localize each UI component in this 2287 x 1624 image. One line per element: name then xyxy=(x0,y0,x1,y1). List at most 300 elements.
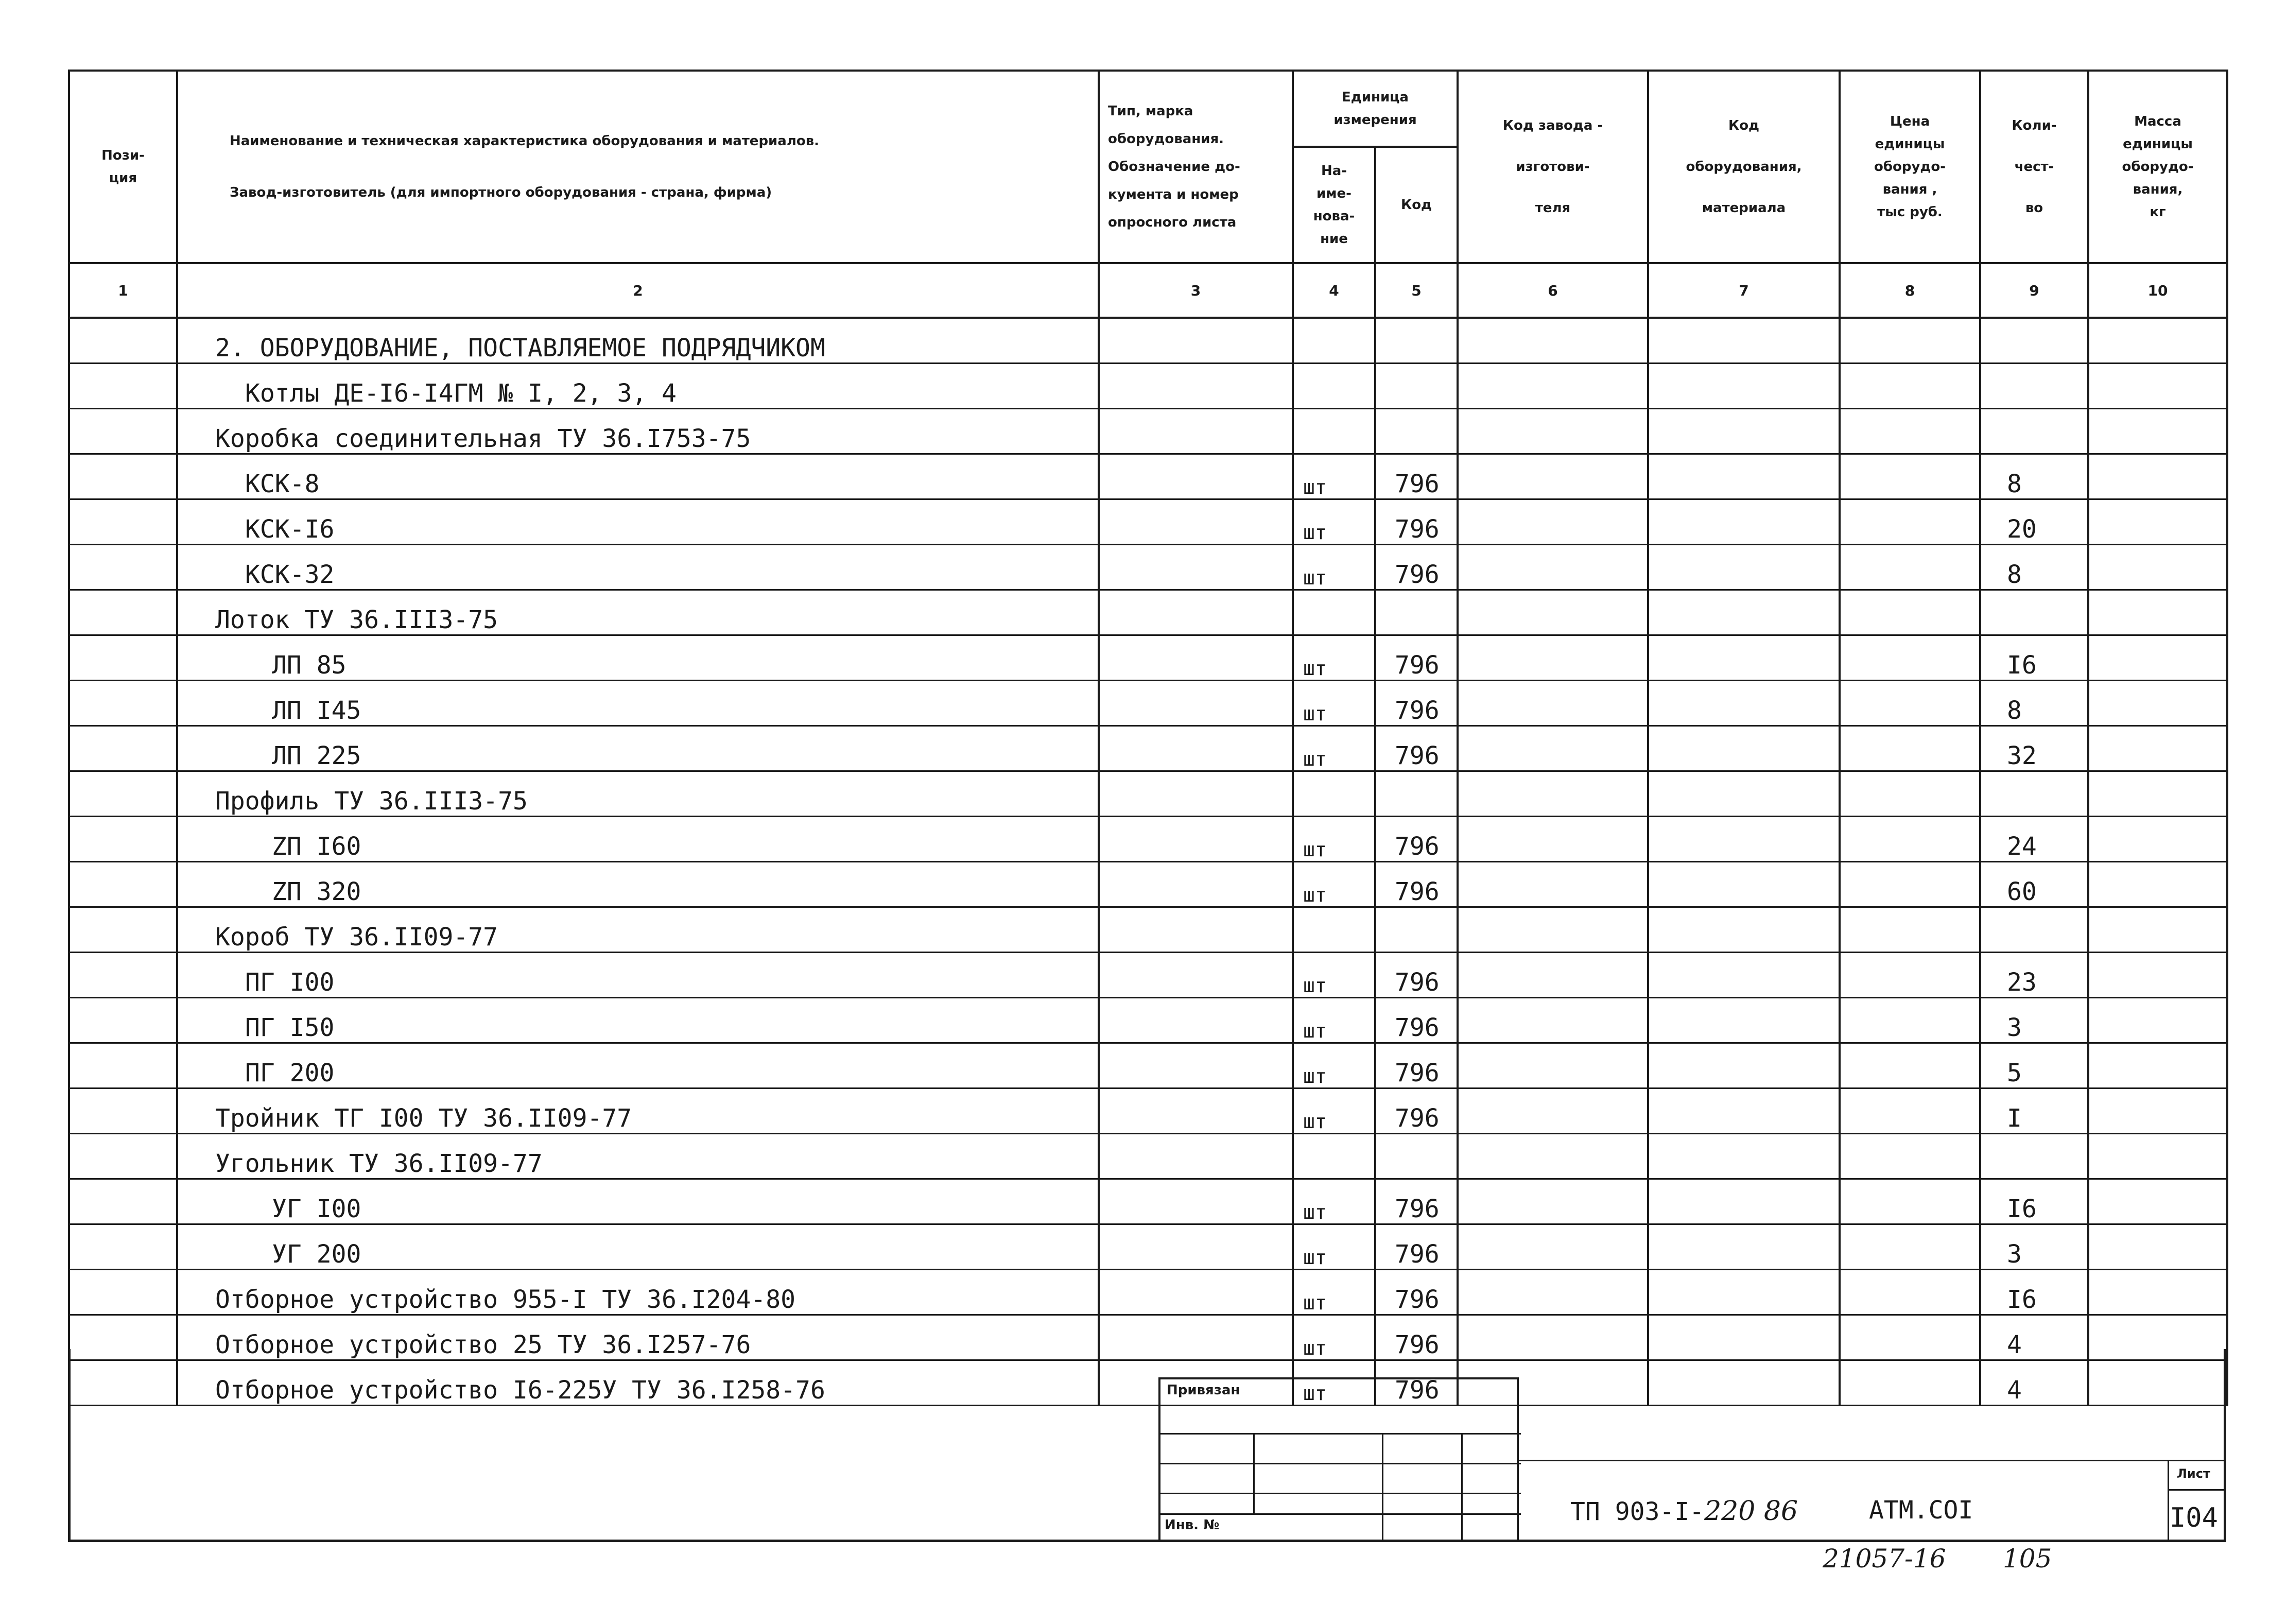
sheet-number-divider xyxy=(2168,1460,2169,1542)
mass-cell xyxy=(2088,681,2227,726)
manufacturer-code-cell xyxy=(1458,318,1648,364)
price-cell xyxy=(1840,1179,1980,1224)
manufacturer-code-cell xyxy=(1458,862,1648,907)
table-row xyxy=(69,681,2227,726)
table-row xyxy=(69,862,2227,907)
table-row xyxy=(69,364,2227,409)
unit-name-cell xyxy=(1293,590,1375,635)
price-cell xyxy=(1840,771,1980,817)
equipment-code-cell xyxy=(1648,454,1840,499)
inventory-label: Инв. № xyxy=(1165,1517,1220,1533)
unit-code-cell xyxy=(1375,409,1458,454)
position-cell xyxy=(69,590,177,635)
unit-code-cell: 796 xyxy=(1375,1179,1458,1224)
quantity-cell: I xyxy=(1980,1089,2088,1134)
table-row xyxy=(69,635,2227,681)
document-code: АТМ.COI xyxy=(1869,1496,1973,1525)
table-row xyxy=(69,454,2227,499)
equipment-code-cell xyxy=(1648,953,1840,998)
manufacturer-code-cell xyxy=(1458,1134,1648,1179)
header-quantity: Коли- чест- во xyxy=(1980,71,2088,263)
manufacturer-code-cell xyxy=(1458,1043,1648,1089)
price-cell xyxy=(1840,726,1980,771)
table-row xyxy=(69,907,2227,953)
unit-name-cell xyxy=(1293,907,1375,953)
unit-code-cell: 796 xyxy=(1375,499,1458,545)
column-number: 5 xyxy=(1375,263,1458,318)
manufacturer-code-cell xyxy=(1458,635,1648,681)
column-number: 3 xyxy=(1099,263,1293,318)
equipment-code-cell xyxy=(1648,590,1840,635)
item-name-cell: Котлы ДЕ-I6-I4ГМ № I, 2, 3, 4 xyxy=(177,364,1099,409)
unit-code-cell: 796 xyxy=(1375,681,1458,726)
price-cell xyxy=(1840,953,1980,998)
manufacturer-code-cell xyxy=(1458,681,1648,726)
quantity-cell xyxy=(1980,409,2088,454)
mass-cell xyxy=(2088,1179,2227,1224)
price-cell xyxy=(1840,1224,1980,1270)
unit-code-cell: 796 xyxy=(1375,1315,1458,1360)
mass-cell xyxy=(2088,726,2227,771)
position-cell xyxy=(69,635,177,681)
mass-cell xyxy=(2088,409,2227,454)
unit-name-cell xyxy=(1293,364,1375,409)
header-position: Пози- ция xyxy=(69,71,177,263)
item-name-cell: КСК-8 xyxy=(177,454,1099,499)
mass-cell xyxy=(2088,1043,2227,1089)
type-cell xyxy=(1099,907,1293,953)
position-cell xyxy=(69,907,177,953)
type-cell xyxy=(1099,364,1293,409)
unit-name-cell: шт xyxy=(1293,1360,1375,1406)
equipment-code-cell xyxy=(1648,1224,1840,1270)
unit-name-cell: шт xyxy=(1293,726,1375,771)
equipment-spec-table xyxy=(68,70,2228,1406)
position-cell xyxy=(69,499,177,545)
position-cell xyxy=(69,318,177,364)
equipment-code-cell xyxy=(1648,1134,1840,1179)
quantity-cell: 32 xyxy=(1980,726,2088,771)
quantity-cell xyxy=(1980,907,2088,953)
archive-number: 21057-16 xyxy=(1823,1544,1946,1574)
table-row xyxy=(69,1360,2227,1406)
title-block-top xyxy=(1517,1460,2226,1461)
equipment-code-cell xyxy=(1648,771,1840,817)
mass-cell xyxy=(2088,817,2227,862)
type-cell xyxy=(1099,318,1293,364)
price-cell xyxy=(1840,681,1980,726)
quantity-cell xyxy=(1980,1134,2088,1179)
equipment-code-cell xyxy=(1648,1315,1840,1360)
table-row xyxy=(69,499,2227,545)
quantity-cell xyxy=(1980,364,2088,409)
header-unit-group: Единица измерения xyxy=(1293,71,1458,147)
type-cell xyxy=(1099,499,1293,545)
column-number: 7 xyxy=(1648,263,1840,318)
item-name-cell: 2. ОБОРУДОВАНИЕ, ПОСТАВЛЯЕМОЕ ПОДРЯДЧИКОМ xyxy=(177,318,1099,364)
quantity-cell: 3 xyxy=(1980,1224,2088,1270)
position-cell xyxy=(69,953,177,998)
header-manufacturer-code: Код завода - изготови- теля xyxy=(1458,71,1648,263)
type-cell xyxy=(1099,409,1293,454)
item-name-cell: КСК-32 xyxy=(177,545,1099,590)
unit-name-cell: шт xyxy=(1293,1270,1375,1315)
unit-name-cell: шт xyxy=(1293,681,1375,726)
document-number: ТП 903-I-220 86 xyxy=(1570,1496,1798,1527)
mass-cell xyxy=(2088,953,2227,998)
manufacturer-code-cell xyxy=(1458,454,1648,499)
column-number: 10 xyxy=(2088,263,2227,318)
unit-code-cell: 796 xyxy=(1375,635,1458,681)
unit-code-cell xyxy=(1375,907,1458,953)
unit-name-cell: шт xyxy=(1293,862,1375,907)
quantity-cell: 20 xyxy=(1980,499,2088,545)
price-cell xyxy=(1840,1360,1980,1406)
table-row xyxy=(69,1089,2227,1134)
unit-name-cell xyxy=(1293,1134,1375,1179)
equipment-code-cell xyxy=(1648,817,1840,862)
unit-name-cell xyxy=(1293,409,1375,454)
item-name-cell: ПГ I50 xyxy=(177,998,1099,1043)
unit-code-cell xyxy=(1375,1134,1458,1179)
type-cell xyxy=(1099,454,1293,499)
header-unit-name: На- име- нова- ние xyxy=(1293,147,1375,263)
quantity-cell: 23 xyxy=(1980,953,2088,998)
manufacturer-code-cell xyxy=(1458,1224,1648,1270)
type-cell xyxy=(1099,726,1293,771)
column-number: 9 xyxy=(1980,263,2088,318)
manufacturer-code-cell xyxy=(1458,771,1648,817)
unit-name-cell: шт xyxy=(1293,1043,1375,1089)
price-cell xyxy=(1840,499,1980,545)
item-name-cell: Угольник ТУ 36.II09-77 xyxy=(177,1134,1099,1179)
price-cell xyxy=(1840,1270,1980,1315)
position-cell xyxy=(69,771,177,817)
type-cell xyxy=(1099,635,1293,681)
item-name-cell: УГ 200 xyxy=(177,1224,1099,1270)
equipment-code-cell xyxy=(1648,545,1840,590)
sheet-number-underline xyxy=(2168,1489,2226,1491)
mass-cell xyxy=(2088,998,2227,1043)
unit-code-cell: 796 xyxy=(1375,998,1458,1043)
manufacturer-code-cell xyxy=(1458,726,1648,771)
item-name-cell: ПГ I00 xyxy=(177,953,1099,998)
type-cell xyxy=(1099,1270,1293,1315)
column-number: 8 xyxy=(1840,263,1980,318)
binding-label: Привязан xyxy=(1167,1383,1240,1398)
equipment-code-cell xyxy=(1648,499,1840,545)
equipment-code-cell xyxy=(1648,409,1840,454)
type-cell xyxy=(1099,862,1293,907)
unit-name-cell: шт xyxy=(1293,1179,1375,1224)
unit-name-cell: шт xyxy=(1293,1315,1375,1360)
unit-code-cell xyxy=(1375,590,1458,635)
unit-code-cell: 796 xyxy=(1375,545,1458,590)
position-cell xyxy=(69,1315,177,1360)
unit-name-cell: шт xyxy=(1293,953,1375,998)
position-cell xyxy=(69,1134,177,1179)
mass-cell xyxy=(2088,635,2227,681)
item-name-cell: Коробка соединительная ТУ 36.I753-75 xyxy=(177,409,1099,454)
equipment-code-cell xyxy=(1648,1179,1840,1224)
unit-name-cell: шт xyxy=(1293,1224,1375,1270)
type-cell xyxy=(1099,817,1293,862)
quantity-cell: I6 xyxy=(1980,635,2088,681)
equipment-code-cell xyxy=(1648,1360,1840,1406)
mass-cell xyxy=(2088,1134,2227,1179)
mass-cell xyxy=(2088,1315,2227,1360)
unit-code-cell: 796 xyxy=(1375,1089,1458,1134)
item-name-cell: Лоток ТУ 36.III3-75 xyxy=(177,590,1099,635)
header-unit-code: Код xyxy=(1375,147,1458,263)
manufacturer-code-cell xyxy=(1458,499,1648,545)
mass-cell xyxy=(2088,454,2227,499)
unit-code-cell: 796 xyxy=(1375,454,1458,499)
quantity-cell xyxy=(1980,318,2088,364)
item-name-cell: КСК-I6 xyxy=(177,499,1099,545)
type-cell xyxy=(1099,1043,1293,1089)
unit-name-cell: шт xyxy=(1293,998,1375,1043)
position-cell xyxy=(69,817,177,862)
header-equipment-code: Код оборудования, материала xyxy=(1648,71,1840,263)
table-row xyxy=(69,1179,2227,1224)
position-cell xyxy=(69,454,177,499)
price-cell xyxy=(1840,318,1980,364)
quantity-cell: 8 xyxy=(1980,545,2088,590)
item-name-cell: ZП 320 xyxy=(177,862,1099,907)
table-row xyxy=(69,953,2227,998)
table-row xyxy=(69,1315,2227,1360)
table-row xyxy=(69,590,2227,635)
unit-name-cell xyxy=(1293,771,1375,817)
item-name-cell: Отборное устройство 25 ТУ 36.I257-76 xyxy=(177,1315,1099,1360)
column-number: 2 xyxy=(177,263,1099,318)
quantity-cell: 24 xyxy=(1980,817,2088,862)
quantity-cell: I6 xyxy=(1980,1270,2088,1315)
unit-code-cell: 796 xyxy=(1375,862,1458,907)
item-name-cell: УГ I00 xyxy=(177,1179,1099,1224)
position-cell xyxy=(69,545,177,590)
quantity-cell: 5 xyxy=(1980,1043,2088,1089)
equipment-code-cell xyxy=(1648,318,1840,364)
item-name-cell: ZП I60 xyxy=(177,817,1099,862)
price-cell xyxy=(1840,635,1980,681)
type-cell xyxy=(1099,681,1293,726)
manufacturer-code-cell xyxy=(1458,998,1648,1043)
item-name-cell: ЛП 225 xyxy=(177,726,1099,771)
unit-name-cell: шт xyxy=(1293,1089,1375,1134)
sheet-right-border xyxy=(2224,1349,2226,1542)
item-name-cell: Отборное устройство I6-225У ТУ 36.I258-76 xyxy=(177,1360,1099,1406)
type-cell xyxy=(1099,998,1293,1043)
equipment-code-cell xyxy=(1648,635,1840,681)
table-row xyxy=(69,771,2227,817)
quantity-cell: I6 xyxy=(1980,1179,2088,1224)
price-cell xyxy=(1840,590,1980,635)
spec-rows xyxy=(69,318,2227,1406)
manufacturer-code-cell xyxy=(1458,409,1648,454)
quantity-cell: 60 xyxy=(1980,862,2088,907)
type-cell xyxy=(1099,953,1293,998)
item-name-cell: Тройник ТГ I00 ТУ 36.II09-77 xyxy=(177,1089,1099,1134)
item-name-cell: ЛП 85 xyxy=(177,635,1099,681)
price-cell xyxy=(1840,1315,1980,1360)
table-row xyxy=(69,726,2227,771)
mass-cell xyxy=(2088,1224,2227,1270)
unit-code-cell xyxy=(1375,771,1458,817)
manufacturer-code-cell xyxy=(1458,817,1648,862)
equipment-code-cell xyxy=(1648,1043,1840,1089)
position-cell xyxy=(69,1089,177,1134)
unit-name-cell: шт xyxy=(1293,454,1375,499)
unit-code-cell: 796 xyxy=(1375,953,1458,998)
sheet-bottom-border xyxy=(68,1540,2226,1542)
mass-cell xyxy=(2088,364,2227,409)
unit-code-cell xyxy=(1375,364,1458,409)
manufacturer-code-cell xyxy=(1458,364,1648,409)
price-cell xyxy=(1840,1089,1980,1134)
binding-stamp xyxy=(1158,1377,1519,1540)
item-name-cell: ЛП I45 xyxy=(177,681,1099,726)
quantity-cell xyxy=(1980,590,2088,635)
equipment-code-cell xyxy=(1648,1270,1840,1315)
position-cell xyxy=(69,1179,177,1224)
manufacturer-code-cell xyxy=(1458,1270,1648,1315)
column-number: 6 xyxy=(1458,263,1648,318)
unit-name-cell: шт xyxy=(1293,499,1375,545)
position-cell xyxy=(69,726,177,771)
table-row xyxy=(69,545,2227,590)
header-name: Наименование и техническая характеристика оборудования и материалов. Завод-изготовитель (для импортного оборудования - страна, фирма) xyxy=(177,71,1099,263)
manufacturer-code-cell xyxy=(1458,1179,1648,1224)
table-row xyxy=(69,409,2227,454)
manufacturer-code-cell xyxy=(1458,545,1648,590)
position-cell xyxy=(69,681,177,726)
table-row xyxy=(69,1224,2227,1270)
unit-name-cell xyxy=(1293,318,1375,364)
column-number: 4 xyxy=(1293,263,1375,318)
position-cell xyxy=(69,1270,177,1315)
manufacturer-code-cell xyxy=(1458,590,1648,635)
price-cell xyxy=(1840,454,1980,499)
unit-code-cell xyxy=(1375,318,1458,364)
manufacturer-code-cell xyxy=(1458,1089,1648,1134)
type-cell xyxy=(1099,1179,1293,1224)
mass-cell xyxy=(2088,590,2227,635)
price-cell xyxy=(1840,545,1980,590)
unit-code-cell: 796 xyxy=(1375,726,1458,771)
unit-code-cell: 796 xyxy=(1375,1360,1458,1406)
position-cell xyxy=(69,364,177,409)
price-cell xyxy=(1840,1043,1980,1089)
mass-cell xyxy=(2088,862,2227,907)
unit-name-cell: шт xyxy=(1293,817,1375,862)
mass-cell xyxy=(2088,907,2227,953)
price-cell xyxy=(1840,998,1980,1043)
position-cell xyxy=(69,1043,177,1089)
type-cell xyxy=(1099,1315,1293,1360)
type-cell xyxy=(1099,545,1293,590)
unit-name-cell: шт xyxy=(1293,635,1375,681)
equipment-code-cell xyxy=(1648,862,1840,907)
price-cell xyxy=(1840,817,1980,862)
mass-cell xyxy=(2088,1270,2227,1315)
table-row xyxy=(69,998,2227,1043)
unit-code-cell: 796 xyxy=(1375,1224,1458,1270)
quantity-cell: 8 xyxy=(1980,454,2088,499)
mass-cell xyxy=(2088,318,2227,364)
mass-cell xyxy=(2088,545,2227,590)
item-name-cell: ПГ 200 xyxy=(177,1043,1099,1089)
manufacturer-code-cell xyxy=(1458,953,1648,998)
sheet-left-border xyxy=(68,1349,71,1542)
table-row xyxy=(69,1134,2227,1179)
unit-name-cell: шт xyxy=(1293,545,1375,590)
table-row xyxy=(69,318,2227,364)
type-cell xyxy=(1099,771,1293,817)
position-cell xyxy=(69,862,177,907)
unit-code-cell: 796 xyxy=(1375,1270,1458,1315)
sheet-label: Лист xyxy=(2177,1466,2210,1481)
position-cell xyxy=(69,1360,177,1406)
position-cell xyxy=(69,998,177,1043)
quantity-cell: 3 xyxy=(1980,998,2088,1043)
equipment-code-cell xyxy=(1648,1089,1840,1134)
mass-cell xyxy=(2088,771,2227,817)
mass-cell xyxy=(2088,1089,2227,1134)
equipment-code-cell xyxy=(1648,681,1840,726)
position-cell xyxy=(69,409,177,454)
sheet-number: I04 xyxy=(2170,1502,2218,1533)
item-name-cell: Профиль ТУ 36.III3-75 xyxy=(177,771,1099,817)
price-cell xyxy=(1840,862,1980,907)
type-cell xyxy=(1099,590,1293,635)
type-cell xyxy=(1099,1089,1293,1134)
equipment-code-cell xyxy=(1648,907,1840,953)
table-row xyxy=(69,817,2227,862)
price-cell xyxy=(1840,409,1980,454)
mass-cell xyxy=(2088,499,2227,545)
price-cell xyxy=(1840,1134,1980,1179)
column-number: 1 xyxy=(69,263,177,318)
table-row xyxy=(69,1043,2227,1089)
manufacturer-code-cell xyxy=(1458,907,1648,953)
header-price: Цена единицы оборудо- вания , тыс руб. xyxy=(1840,71,1980,263)
archive-page: 105 xyxy=(2003,1544,2052,1574)
quantity-cell: 4 xyxy=(1980,1360,2088,1406)
type-cell xyxy=(1099,1134,1293,1179)
quantity-cell: 4 xyxy=(1980,1315,2088,1360)
quantity-cell: 8 xyxy=(1980,681,2088,726)
unit-code-cell: 796 xyxy=(1375,817,1458,862)
price-cell xyxy=(1840,364,1980,409)
equipment-code-cell xyxy=(1648,726,1840,771)
item-name-cell: Короб ТУ 36.II09-77 xyxy=(177,907,1099,953)
quantity-cell xyxy=(1980,771,2088,817)
unit-code-cell: 796 xyxy=(1375,1043,1458,1089)
header-mass: Масса единицы оборудо- вания, кг xyxy=(2088,71,2227,263)
table-row xyxy=(69,1270,2227,1315)
type-cell xyxy=(1099,1224,1293,1270)
mass-cell xyxy=(2088,1360,2227,1406)
item-name-cell: Отборное устройство 955-I ТУ 36.I204-80 xyxy=(177,1270,1099,1315)
equipment-code-cell xyxy=(1648,998,1840,1043)
equipment-code-cell xyxy=(1648,364,1840,409)
position-cell xyxy=(69,1224,177,1270)
header-type: Тип, марка оборудования. Обозначение до- кумента и номер опросного листа xyxy=(1099,71,1293,263)
manufacturer-code-cell xyxy=(1458,1315,1648,1360)
price-cell xyxy=(1840,907,1980,953)
